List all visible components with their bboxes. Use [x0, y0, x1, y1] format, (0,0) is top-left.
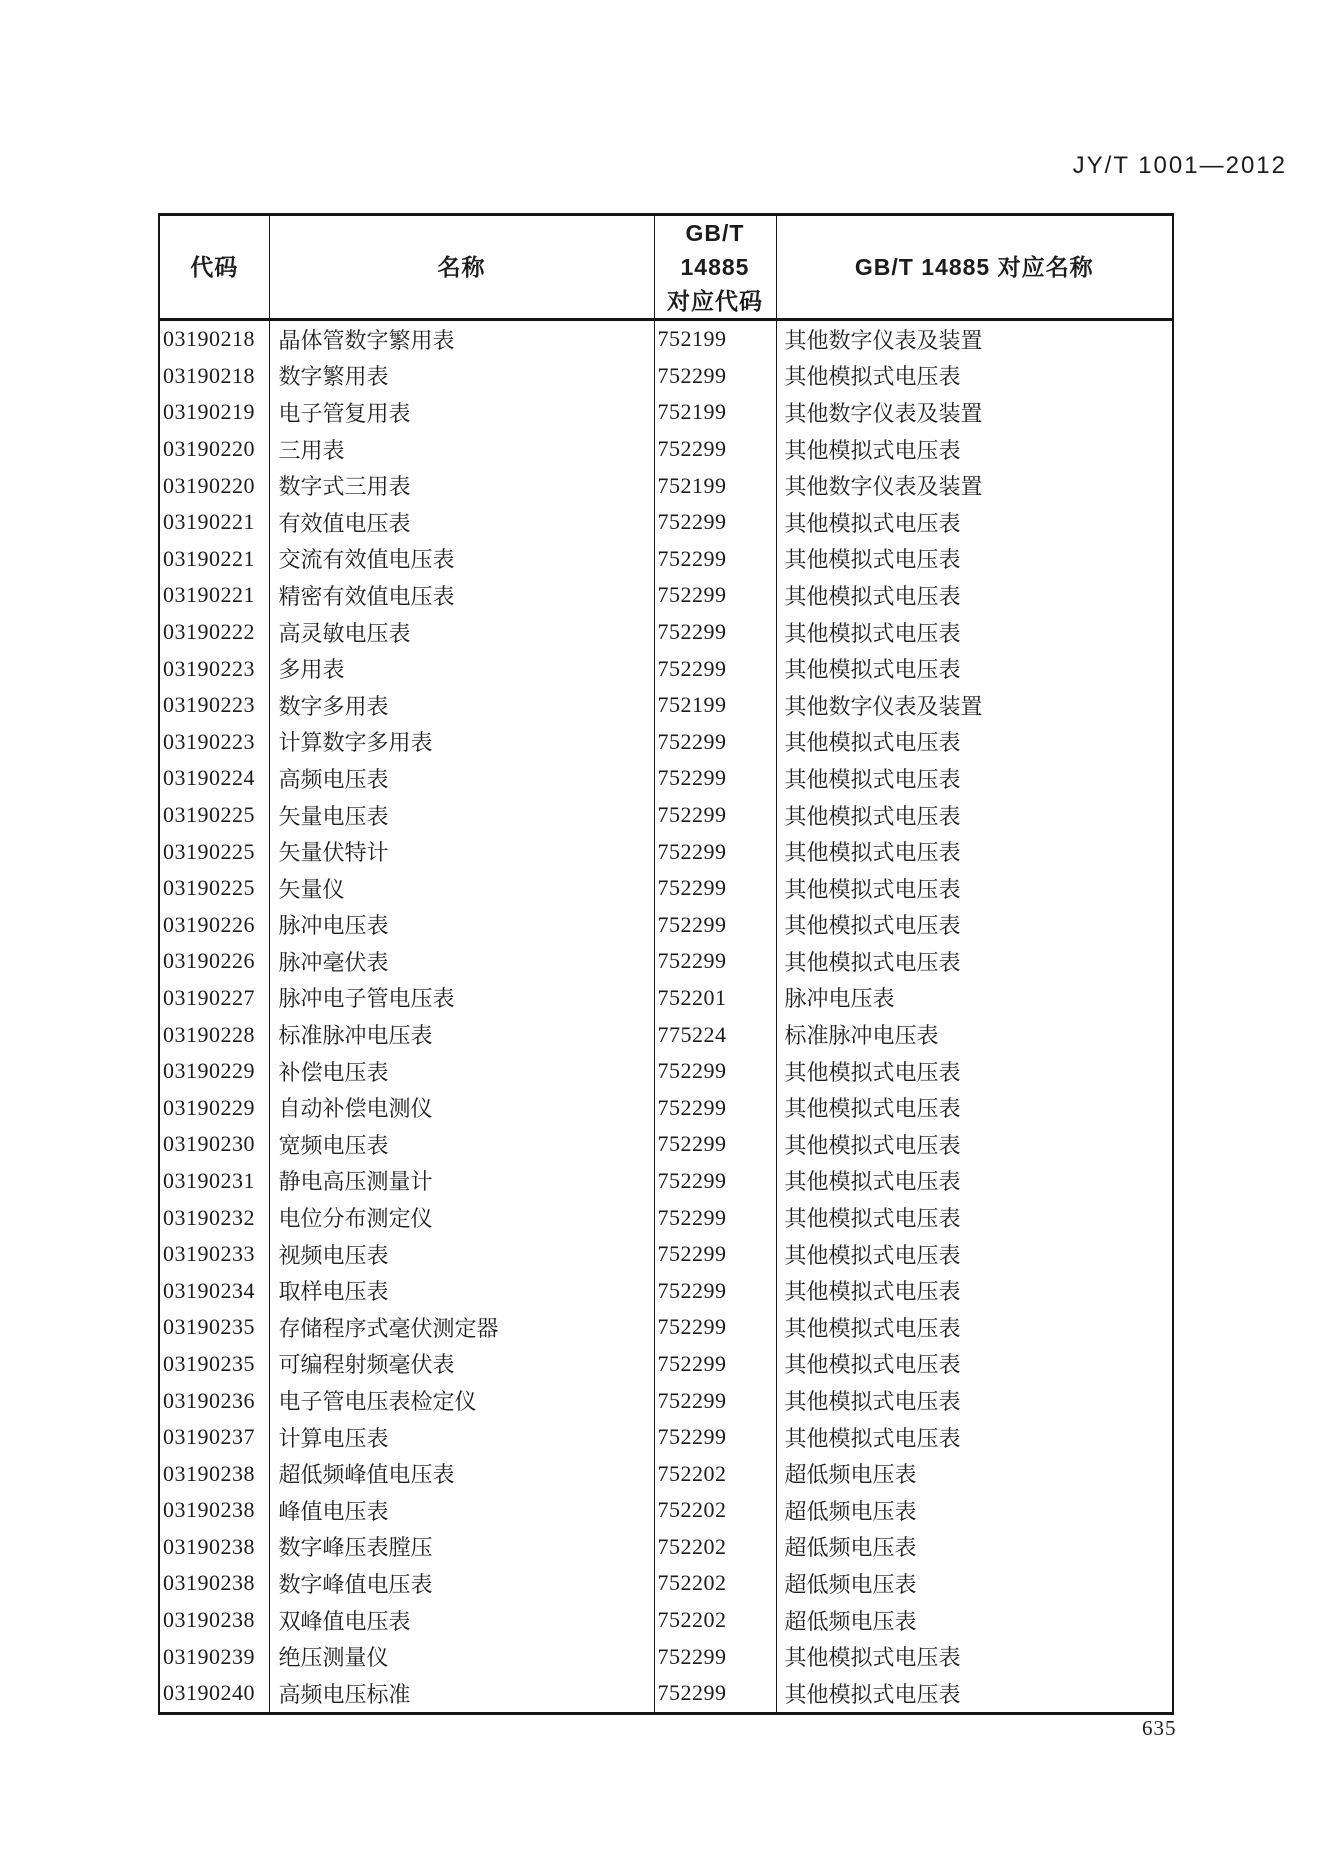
name-cell: 电子管复用表: [269, 394, 654, 431]
table-row: [159, 724, 1173, 761]
table-row: [159, 1419, 1173, 1456]
gbt-code-cell: 752202: [654, 1529, 776, 1566]
gbt-name-cell: 其他模拟式电压表: [776, 577, 1173, 614]
gbt-name-cell: 超低频电压表: [776, 1602, 1173, 1639]
gbt-code-cell: 752299: [654, 1382, 776, 1419]
gbt-name-cell: 超低频电压表: [776, 1492, 1173, 1529]
code-cell: 03190236: [163, 1387, 255, 1413]
gbt-name-cell: 超低频电压表: [776, 1455, 1173, 1492]
gbt-code-cell: 752199: [654, 320, 776, 358]
gbt-code-cell: 752299: [654, 614, 776, 651]
code-cell: 03190220: [163, 436, 255, 462]
header-gbt-code: [654, 215, 776, 320]
code-cell: 03190238: [163, 1607, 255, 1633]
code-cell: 03190229: [163, 1058, 255, 1084]
gbt-code-cell: 752299: [654, 797, 776, 834]
gbt-code-cell: 752299: [654, 724, 776, 761]
gbt-name-cell: 其他模拟式电压表: [776, 650, 1173, 687]
gbt-code-cell: 752299: [654, 650, 776, 687]
gbt-code-cell: 752299: [654, 907, 776, 944]
name-cell: 视频电压表: [269, 1236, 654, 1273]
table-row: [159, 1492, 1173, 1529]
gbt-code-cell: 752299: [654, 1199, 776, 1236]
gbt-name-cell: 其他模拟式电压表: [776, 1199, 1173, 1236]
code-cell: 03190223: [163, 655, 255, 681]
header-gbt-name: GB/T 14885 对应名称: [776, 215, 1173, 320]
gbt-code-cell: 752201: [654, 980, 776, 1017]
name-cell: 晶体管数字繁用表: [269, 320, 654, 358]
gbt-code-cell: 752299: [654, 1089, 776, 1126]
page-number: 635: [1142, 1716, 1177, 1740]
table-row: [159, 577, 1173, 614]
table-row: [159, 1199, 1173, 1236]
gbt-name-cell: 其他模拟式电压表: [776, 797, 1173, 834]
gbt-name-cell: 脉冲电压表: [776, 980, 1173, 1017]
name-cell: 精密有效值电压表: [269, 577, 654, 614]
table-row: [159, 760, 1173, 797]
name-cell: 数字繁用表: [269, 358, 654, 395]
table-row: [159, 1309, 1173, 1346]
table-row: [159, 687, 1173, 724]
table-row: [159, 1053, 1173, 1090]
name-cell: 三用表: [269, 431, 654, 468]
gbt-name-cell: 其他模拟式电压表: [776, 504, 1173, 541]
gbt-name-cell: 其他模拟式电压表: [776, 1346, 1173, 1383]
code-cell: 03190237: [163, 1424, 255, 1450]
code-cell: 03190232: [163, 1204, 255, 1230]
gbt-name-cell: 其他数字仪表及装置: [776, 687, 1173, 724]
gbt-code-cell: 752299: [654, 943, 776, 980]
table-row: [159, 1638, 1173, 1675]
table-row: [159, 833, 1173, 870]
gbt-code-cell: 752202: [654, 1565, 776, 1602]
gbt-name-cell: 其他数字仪表及装置: [776, 320, 1173, 358]
table-row: [159, 943, 1173, 980]
gbt-code-cell: 752299: [654, 1163, 776, 1200]
code-cell: 03190221: [163, 545, 255, 571]
name-cell: 可编程射频毫伏表: [269, 1346, 654, 1383]
header-gbt-code-line2: 对应代码: [667, 288, 763, 314]
name-cell: 存储程序式毫伏测定器: [269, 1309, 654, 1346]
name-cell: 数字式三用表: [269, 467, 654, 504]
table-row: [159, 614, 1173, 651]
gbt-name-cell: 其他模拟式电压表: [776, 614, 1173, 651]
table-row: [159, 1016, 1173, 1053]
code-cell: 03190233: [163, 1241, 255, 1267]
gbt-name-cell: 其他模拟式电压表: [776, 1053, 1173, 1090]
gbt-code-cell: 752299: [654, 760, 776, 797]
name-cell: 静电高压测量计: [269, 1163, 654, 1200]
name-cell: 有效值电压表: [269, 504, 654, 541]
table-header: [159, 215, 1173, 320]
gbt-name-cell: 其他模拟式电压表: [776, 724, 1173, 761]
code-cell: 03190222: [163, 619, 255, 645]
gbt-name-cell: 其他模拟式电压表: [776, 1089, 1173, 1126]
name-cell: 高频电压表: [269, 760, 654, 797]
gbt-name-cell: 其他模拟式电压表: [776, 1126, 1173, 1163]
table-row: [159, 1346, 1173, 1383]
table-row: [159, 1565, 1173, 1602]
gbt-name-cell: 其他模拟式电压表: [776, 1309, 1173, 1346]
table-row: [159, 1675, 1173, 1713]
table-row: [159, 870, 1173, 907]
name-cell: 计算电压表: [269, 1419, 654, 1456]
header-name: 名称: [269, 215, 654, 320]
gbt-name-cell: 其他模拟式电压表: [776, 1638, 1173, 1675]
code-cell: 03190218: [163, 362, 255, 388]
code-cell: 03190231: [163, 1167, 255, 1193]
gbt-code-cell: 752299: [654, 577, 776, 614]
table-row: [159, 650, 1173, 687]
gbt-code-cell: 752299: [654, 358, 776, 395]
gbt-name-cell: 其他模拟式电压表: [776, 1675, 1173, 1713]
code-cell: 03190238: [163, 1570, 255, 1596]
code-cell: 03190221: [163, 509, 255, 535]
gbt-code-cell: 752299: [654, 1638, 776, 1675]
gbt-code-cell: 752299: [654, 1126, 776, 1163]
name-cell: 矢量伏特计: [269, 833, 654, 870]
name-cell: 自动补偿电测仪: [269, 1089, 654, 1126]
gbt-code-cell: 752299: [654, 1272, 776, 1309]
name-cell: 多用表: [269, 650, 654, 687]
code-cell: 03190226: [163, 948, 255, 974]
table-row: [159, 394, 1173, 431]
code-cell: 03190221: [163, 582, 255, 608]
gbt-code-cell: 752199: [654, 687, 776, 724]
table-row: [159, 797, 1173, 834]
gbt-name-cell: 其他模拟式电压表: [776, 1272, 1173, 1309]
name-cell: 取样电压表: [269, 1272, 654, 1309]
gbt-code-cell: 752299: [654, 504, 776, 541]
standards-mapping-table: [158, 213, 1174, 1715]
gbt-code-cell: 752299: [654, 1053, 776, 1090]
table-body: [159, 320, 1173, 1714]
code-cell: 03190225: [163, 875, 255, 901]
code-cell: 03190223: [163, 692, 255, 718]
name-cell: 电位分布测定仪: [269, 1199, 654, 1236]
gbt-code-cell: 752202: [654, 1492, 776, 1529]
table-row: [159, 1089, 1173, 1126]
table-row: [159, 1236, 1173, 1273]
gbt-code-cell: 752199: [654, 394, 776, 431]
header-gbt-code-line1: GB/T 14885: [680, 220, 750, 280]
table-header-row: [159, 215, 1173, 320]
name-cell: 数字峰值电压表: [269, 1565, 654, 1602]
name-cell: 交流有效值电压表: [269, 541, 654, 578]
name-cell: 高频电压标准: [269, 1675, 654, 1713]
gbt-code-cell: 752299: [654, 431, 776, 468]
code-cell: 03190225: [163, 838, 255, 864]
gbt-code-cell: 752299: [654, 833, 776, 870]
gbt-code-cell: 752299: [654, 1675, 776, 1713]
table-row: [159, 431, 1173, 468]
table-row: [159, 1272, 1173, 1309]
name-cell: 宽频电压表: [269, 1126, 654, 1163]
header-code: 代码: [159, 215, 269, 320]
table-row: [159, 358, 1173, 395]
name-cell: 计算数字多用表: [269, 724, 654, 761]
gbt-name-cell: 标准脉冲电压表: [776, 1016, 1173, 1053]
gbt-name-cell: 其他数字仪表及装置: [776, 394, 1173, 431]
table-row: [159, 907, 1173, 944]
code-cell: 03190238: [163, 1460, 255, 1486]
name-cell: 脉冲电压表: [269, 907, 654, 944]
code-cell: 03190228: [163, 1021, 255, 1047]
table-row: [159, 541, 1173, 578]
name-cell: 标准脉冲电压表: [269, 1016, 654, 1053]
table-row: [159, 1602, 1173, 1639]
gbt-code-cell: 752299: [654, 870, 776, 907]
code-cell: 03190226: [163, 911, 255, 937]
gbt-name-cell: 其他模拟式电压表: [776, 760, 1173, 797]
code-cell: 03190238: [163, 1533, 255, 1559]
name-cell: 绝压测量仪: [269, 1638, 654, 1675]
gbt-name-cell: 超低频电压表: [776, 1529, 1173, 1566]
gbt-code-cell: 752202: [654, 1602, 776, 1639]
gbt-code-cell: 752299: [654, 1419, 776, 1456]
name-cell: 脉冲毫伏表: [269, 943, 654, 980]
name-cell: 补偿电压表: [269, 1053, 654, 1090]
gbt-name-cell: 其他模拟式电压表: [776, 907, 1173, 944]
gbt-name-cell: 其他模拟式电压表: [776, 358, 1173, 395]
code-cell: 03190223: [163, 728, 255, 754]
name-cell: 数字峰压表膛压: [269, 1529, 654, 1566]
gbt-code-cell: 752299: [654, 1309, 776, 1346]
gbt-name-cell: 其他模拟式电压表: [776, 1382, 1173, 1419]
gbt-name-cell: 其他模拟式电压表: [776, 541, 1173, 578]
gbt-code-cell: 752202: [654, 1455, 776, 1492]
gbt-code-cell: 752199: [654, 467, 776, 504]
gbt-name-cell: 其他模拟式电压表: [776, 431, 1173, 468]
name-cell: 数字多用表: [269, 687, 654, 724]
gbt-code-cell: 775224: [654, 1016, 776, 1053]
code-cell: 03190229: [163, 1094, 255, 1120]
name-cell: 矢量仪: [269, 870, 654, 907]
code-cell: 03190238: [163, 1497, 255, 1523]
gbt-name-cell: 其他模拟式电压表: [776, 1419, 1173, 1456]
code-cell: 03190219: [163, 399, 255, 425]
table-row: [159, 1163, 1173, 1200]
code-cell: 03190239: [163, 1643, 255, 1669]
gbt-name-cell: 其他模拟式电压表: [776, 833, 1173, 870]
code-cell: 03190240: [163, 1680, 255, 1706]
code-cell: 03190235: [163, 1350, 255, 1376]
gbt-name-cell: 其他模拟式电压表: [776, 943, 1173, 980]
code-cell: 03190230: [163, 1131, 255, 1157]
name-cell: 峰值电压表: [269, 1492, 654, 1529]
table-row: [159, 1529, 1173, 1566]
code-cell: 03190218: [163, 326, 255, 352]
name-cell: 双峰值电压表: [269, 1602, 654, 1639]
table-row: [159, 1455, 1173, 1492]
code-cell: 03190235: [163, 1314, 255, 1340]
gbt-name-cell: 其他数字仪表及装置: [776, 467, 1173, 504]
code-cell: 03190227: [163, 984, 255, 1010]
code-cell: 03190224: [163, 765, 255, 791]
gbt-code-cell: 752299: [654, 541, 776, 578]
gbt-name-cell: 其他模拟式电压表: [776, 870, 1173, 907]
table-row: [159, 1126, 1173, 1163]
table-row: [159, 980, 1173, 1017]
table-row: [159, 320, 1173, 358]
gbt-name-cell: 其他模拟式电压表: [776, 1236, 1173, 1273]
name-cell: 电子管电压表检定仪: [269, 1382, 654, 1419]
gbt-name-cell: 其他模拟式电压表: [776, 1163, 1173, 1200]
code-cell: 03190234: [163, 1277, 255, 1303]
code-cell: 03190220: [163, 472, 255, 498]
standard-number: JY/T 1001—2012: [1072, 152, 1287, 179]
gbt-name-cell: 超低频电压表: [776, 1565, 1173, 1602]
name-cell: 高灵敏电压表: [269, 614, 654, 651]
name-cell: 超低频峰值电压表: [269, 1455, 654, 1492]
gbt-code-cell: 752299: [654, 1236, 776, 1273]
table-row: [159, 467, 1173, 504]
table-row: [159, 1382, 1173, 1419]
table-row: [159, 504, 1173, 541]
gbt-code-cell: 752299: [654, 1346, 776, 1383]
code-cell: 03190225: [163, 802, 255, 828]
name-cell: 矢量电压表: [269, 797, 654, 834]
name-cell: 脉冲电子管电压表: [269, 980, 654, 1017]
